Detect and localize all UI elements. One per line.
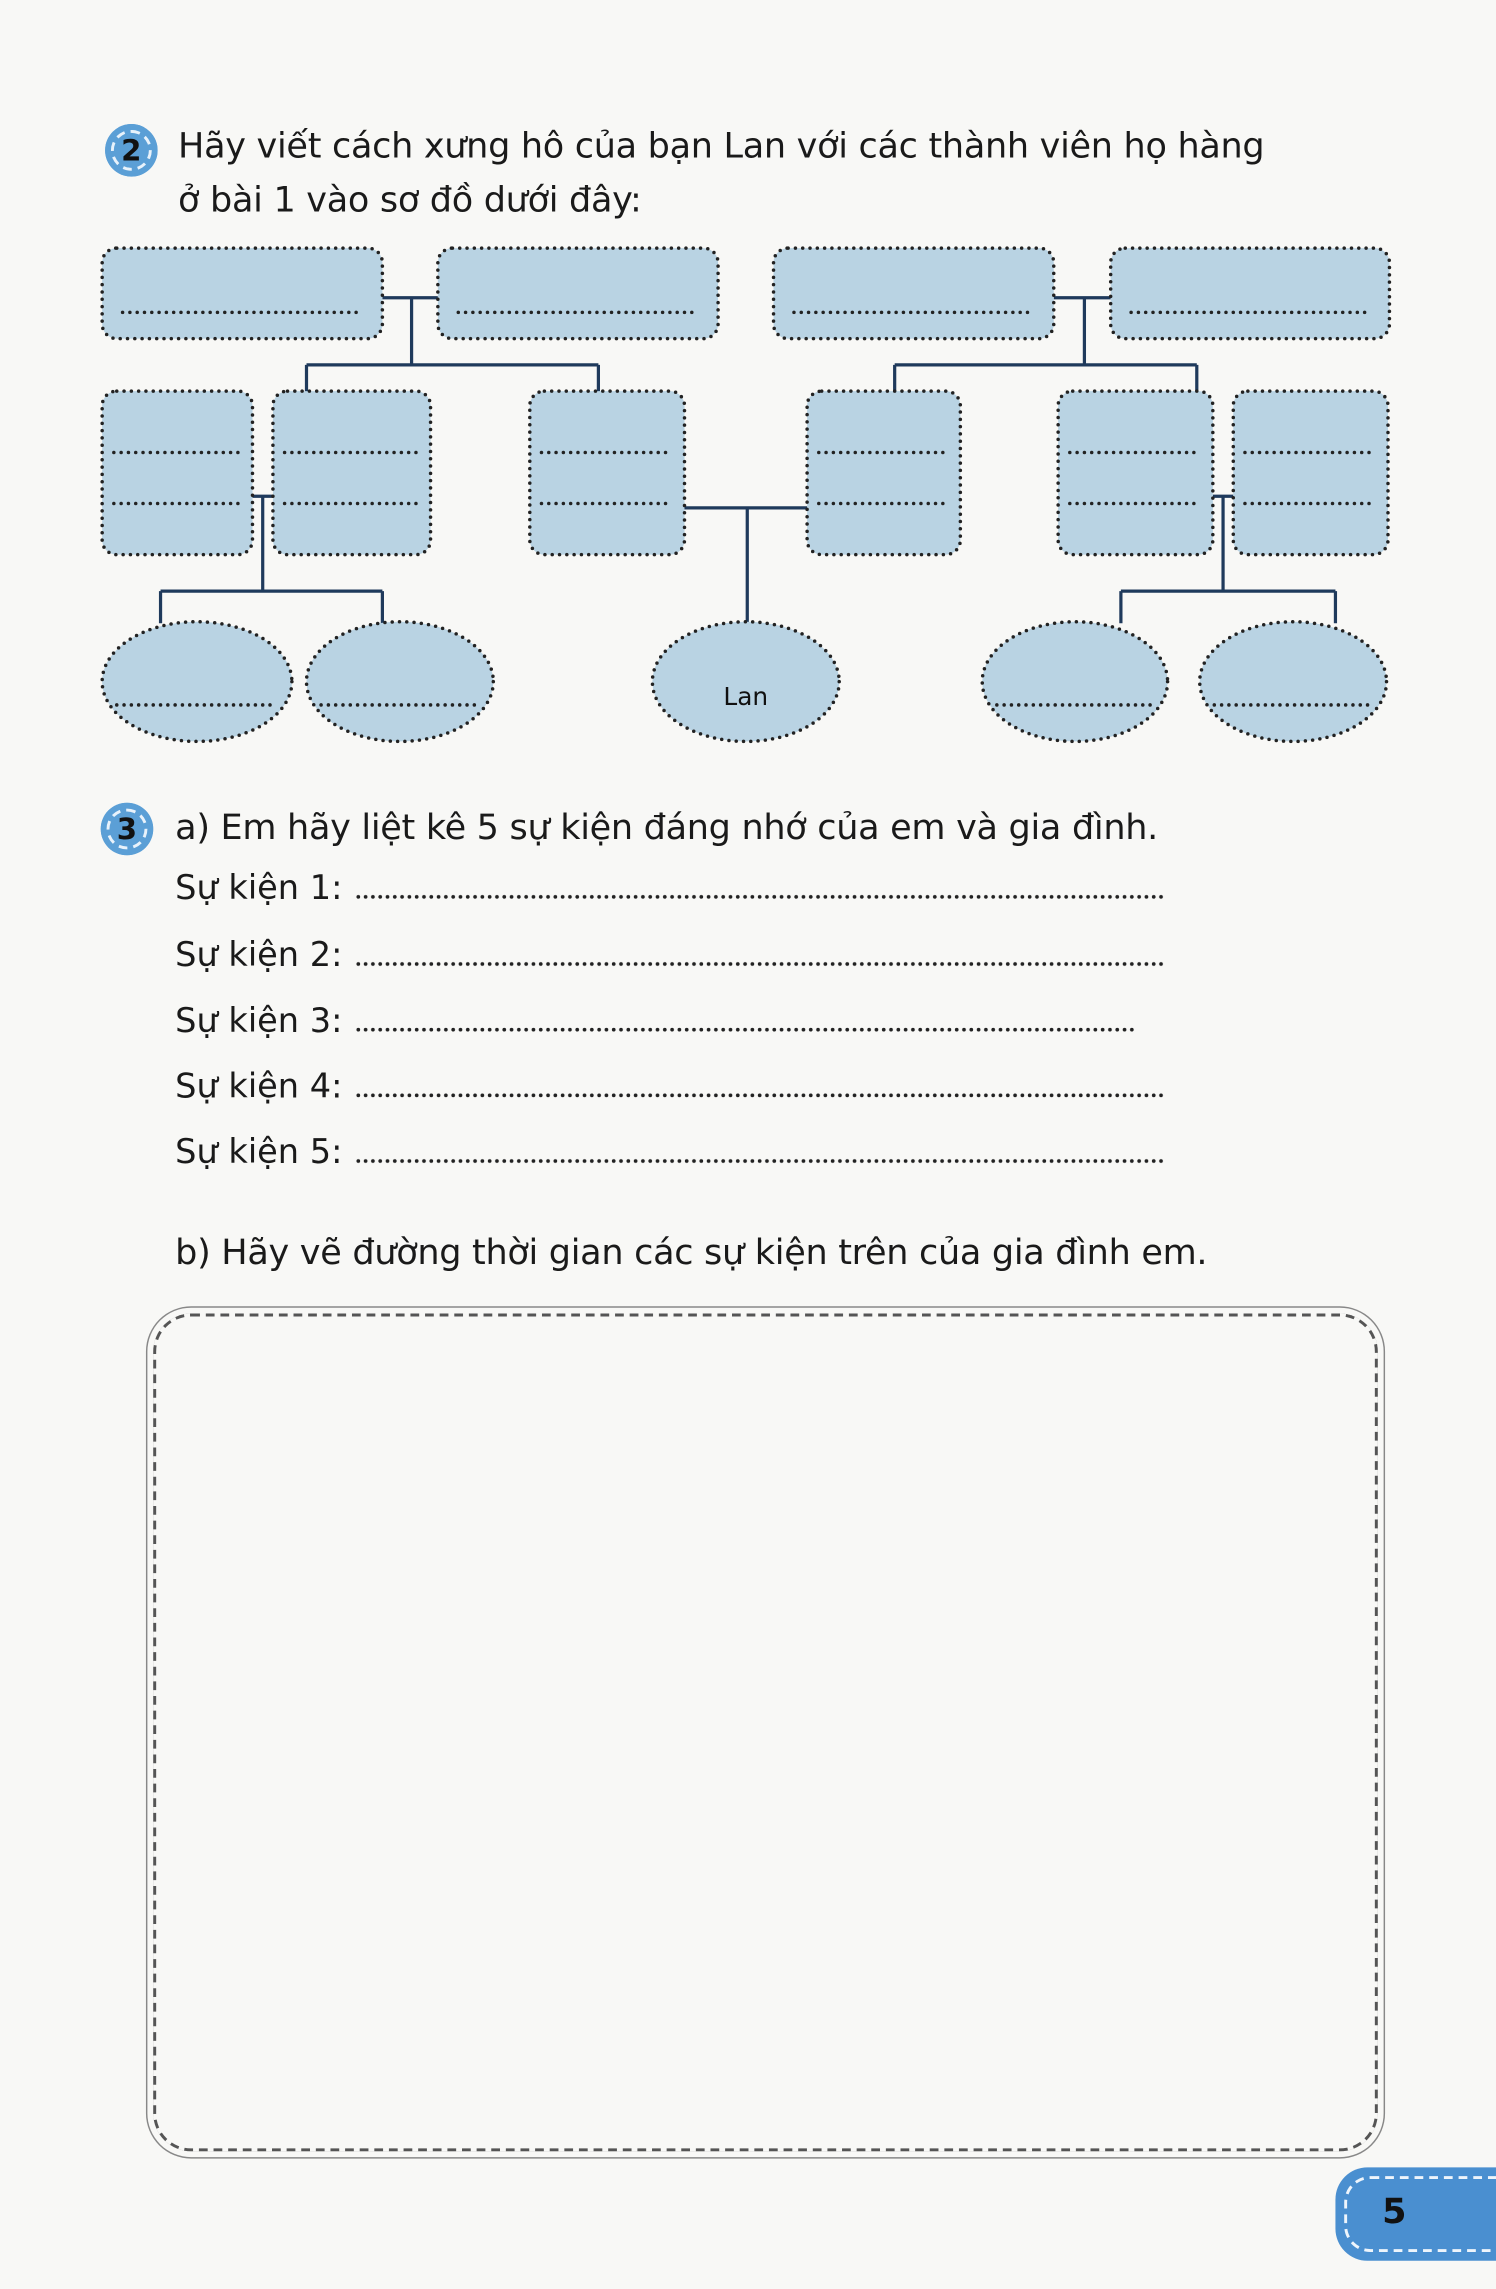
grandparent-box bbox=[102, 248, 382, 338]
event-1-answer-line[interactable] bbox=[354, 895, 1164, 899]
event-5-answer-line[interactable] bbox=[354, 1159, 1164, 1163]
event-row-2: Sự kiện 2: bbox=[175, 937, 1164, 975]
parent-generation-box bbox=[102, 391, 252, 554]
parent-generation-box bbox=[1058, 391, 1213, 554]
parent-generation-box bbox=[1233, 391, 1388, 554]
exercise-2-badge: 2 bbox=[105, 124, 158, 177]
parent-generation-box bbox=[273, 391, 431, 554]
exercise-2-instruction-line1: Hãy viết cách xưng hô của bạn Lan với các thành viên họ hàng bbox=[178, 125, 1265, 167]
event-row-1: Sự kiện 1: bbox=[175, 870, 1164, 908]
timeline-drawing-area[interactable] bbox=[153, 1314, 1378, 2152]
event-row-3: Sự kiện 3: bbox=[175, 1003, 1135, 1041]
event-row-5: Sự kiện 5: bbox=[175, 1134, 1164, 1172]
event-row-4: Sự kiện 4: bbox=[175, 1068, 1164, 1106]
event-4-answer-line[interactable] bbox=[354, 1093, 1164, 1097]
grandparent-box bbox=[1111, 248, 1390, 338]
page-number-tab bbox=[1335, 2167, 1496, 2260]
grandparent-box bbox=[774, 248, 1054, 338]
parent-generation-box bbox=[807, 391, 960, 554]
exercise-3-part-b: b) Hãy vẽ đường thời gian các sự kiện trên của gia đình em. bbox=[175, 1231, 1208, 1273]
event-2-answer-line[interactable] bbox=[354, 962, 1164, 966]
parent-generation-box bbox=[530, 391, 685, 554]
exercise-2-instruction-line2: ở bài 1 vào sơ đồ dưới đây: bbox=[178, 179, 642, 221]
family-tree-diagram bbox=[0, 0, 1496, 759]
grandparent-box bbox=[438, 248, 718, 338]
exercise-3-badge: 3 bbox=[101, 803, 154, 856]
lan-label: Lan bbox=[723, 681, 769, 711]
event-3-answer-line[interactable] bbox=[354, 1027, 1135, 1031]
page-number: 5 bbox=[1382, 2190, 1407, 2232]
exercise-3-part-a: a) Em hãy liệt kê 5 sự kiện đáng nhớ của em và gia đình. bbox=[175, 807, 1158, 848]
